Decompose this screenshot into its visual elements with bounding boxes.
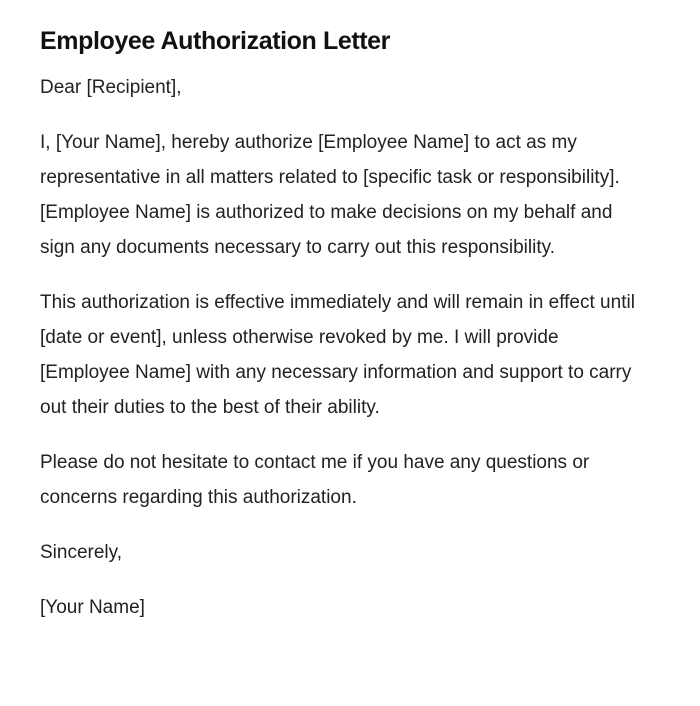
letter-title: Employee Authorization Letter bbox=[40, 27, 391, 55]
closing: Sincerely, bbox=[40, 542, 123, 563]
salutation: Dear [Recipient], bbox=[40, 77, 182, 98]
letter-document bbox=[40, 22, 652, 625]
signature-name: [Your Name] bbox=[40, 597, 145, 618]
paragraph-effective-period: This authorization is effective immediately and will remain in effect until [date or event], unless otherwise revoked by me. I will provide [Employee Name] with any necessary information and support to carry out their duties to the best of their ability. bbox=[40, 292, 635, 418]
paragraph-authorization: I, [Your Name], hereby authorize [Employee Name] to act as my representative in all matters related to [specific task or responsibility]. [Employee Name] is authorized to make decisions on my behalf and sign any documents necessary to carry out this responsibility. bbox=[40, 132, 620, 258]
paragraph-contact: Please do not hesitate to contact me if you have any questions or concerns regarding this authorization. bbox=[40, 452, 590, 508]
